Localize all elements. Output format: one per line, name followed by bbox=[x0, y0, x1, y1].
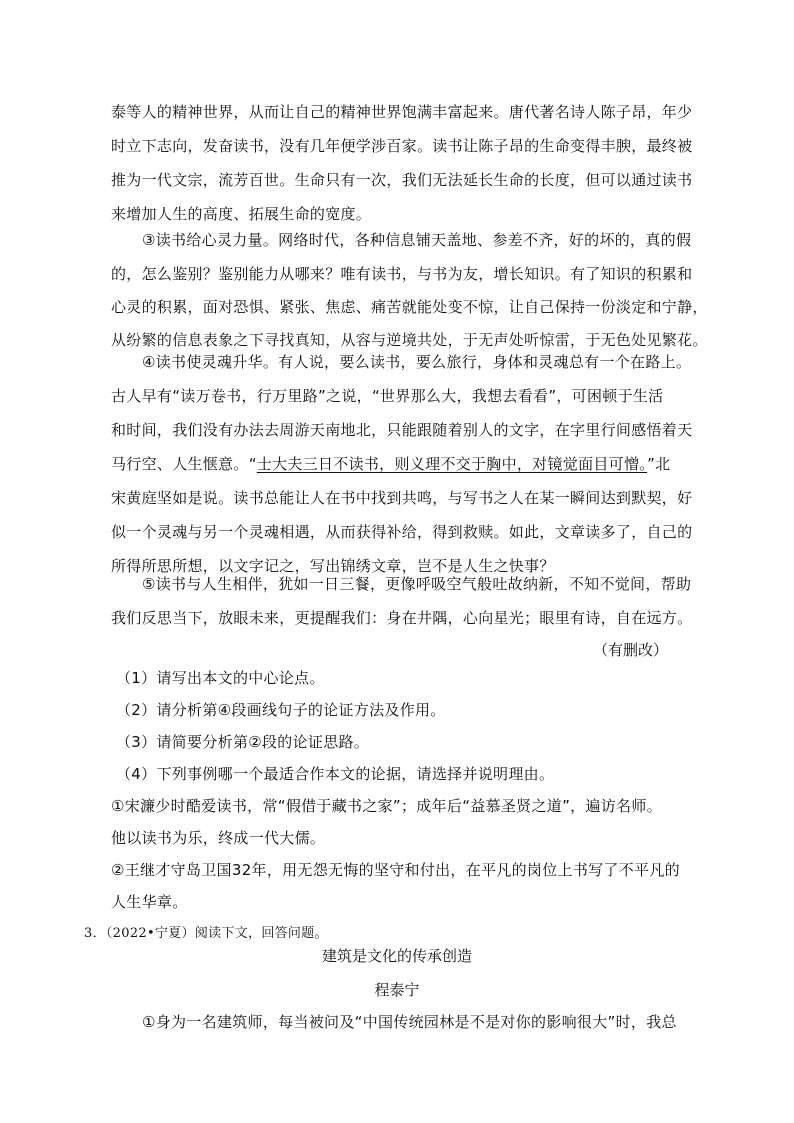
question-item: （2）请分析第④段画线句子的论证方法及作用。 bbox=[116, 701, 446, 719]
article-first-line: ①身为一名建筑师，每当被问及“中国传统园林是不是对你的影响很大”时，我总 bbox=[142, 1013, 677, 1031]
option-line: 他以读书为乐，终成一代大儒。 bbox=[111, 829, 326, 847]
question-item: （4）下列事例哪一个最适合作本文的论据，请选择并说明理由。 bbox=[116, 765, 555, 783]
question-prompt: （2022•宁夏）阅读下文，回答问题。 bbox=[105, 926, 328, 941]
text-after-quote: ”北 bbox=[647, 455, 671, 473]
source-note: （有删改） bbox=[592, 641, 668, 659]
paragraph-4-line: 似一个灵魂与另一个灵魂相遇，从而获得补给，得到救赎。如此，文章读多了，自己的 bbox=[111, 523, 693, 541]
question-number: 3． bbox=[84, 926, 106, 941]
option-line: ①宋濂少时酷爱读书，常“假借于藏书之家”；成年后“益慕圣贤之道”，遍访名师。 bbox=[111, 797, 662, 815]
next-question-header bbox=[84, 922, 328, 944]
paragraph-3-line: 心灵的积累，面对恐惧、紧张、焦虑、痛苦就能处变不惊，让自己保持一份淡定和宁静， bbox=[111, 298, 708, 316]
option-line: ②王继才守岛卫国32年，用无怨无悔的坚守和付出，在平凡的岗位上书写了不平凡的 bbox=[111, 861, 680, 879]
paragraph-5-line: ⑤读书与人生相伴，犹如一日三餐，更像呼吸空气般吐故纳新，不知不觉间，帮助 bbox=[142, 575, 692, 593]
paragraph-line: 时立下志向，发奋读书，没有几年便学涉百家。读书让陈子昂的生命变得丰腴，最终被 bbox=[111, 137, 693, 155]
paragraph-4-line-with-underline bbox=[111, 454, 670, 474]
question-item: （1）请写出本文的中心论点。 bbox=[116, 669, 325, 687]
paragraph-4-line: 宋黄庭坚如是说。读书总能让人在书中找到共鸣，与写书之人在某一瞬间达到默契，好 bbox=[111, 489, 693, 507]
paragraph-4-line: 古人早有“读万卷书，行万里路”之说，“世界那么大，我想去看看”，可困顿于生活 bbox=[111, 387, 664, 405]
paragraph-line: 泰等人的精神世界，从而让自己的精神世界饱满丰富起来。唐代著名诗人陈子昂，年少 bbox=[111, 103, 693, 121]
paragraph-line: 来增加人生的高度、拓展生命的宽度。 bbox=[111, 205, 372, 223]
paragraph-4-line: 所得所思所想，以文字记之，写出锦绣文章，岂不是人生之快事？ bbox=[111, 557, 555, 575]
paragraph-3-line: ③读书给心灵力量。网络时代，各种信息铺天盖地、参差不齐，好的坏的，真的假 bbox=[142, 231, 692, 249]
underlined-sentence: 士大夫三日不读书，则义理不交于胸中，对镜觉面目可憎。 bbox=[256, 455, 648, 473]
question-item: （3）请简要分析第②段的论证思路。 bbox=[116, 733, 370, 751]
article-title: 建筑是文化的传承创造 bbox=[321, 947, 472, 965]
paragraph-4-line: ④读书使灵魂升华。有人说，要么读书，要么旅行，身体和灵魂总有一个在路上。 bbox=[142, 353, 692, 371]
paragraph-5-line: 我们反思当下，放眼未来，更提醒我们：身在井隅，心向星光；眼里有诗，自在远方。 bbox=[111, 609, 693, 627]
paragraph-line: 推为一代文宗，流芳百世。生命只有一次，我们无法延长生命的长度，但可以通过读书 bbox=[111, 171, 693, 189]
paragraph-3-line: 的，怎么鉴别？鉴别能力从哪来？唯有读书，与书为友，增长知识。有了知识的积累和 bbox=[111, 265, 693, 283]
text-before-quote: 马行空、人生惬意。“ bbox=[111, 455, 257, 473]
option-line: 人生华章。 bbox=[111, 893, 188, 911]
paragraph-4-line: 和时间，我们没有办法去周游天南地北，只能跟随着别人的文字，在字里行间感悟着天 bbox=[111, 421, 693, 439]
article-author: 程泰宁 bbox=[374, 981, 420, 999]
paragraph-3-line: 从纷繁的信息表象之下寻找真知，从容与逆境共处，于无声处听惊雷，于无色处见繁花。 bbox=[111, 331, 708, 349]
